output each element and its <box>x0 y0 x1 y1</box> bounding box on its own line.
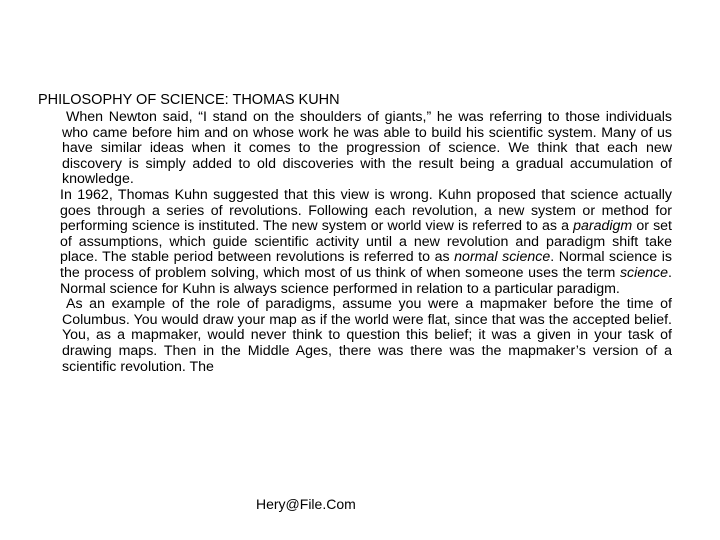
paragraph-newton <box>62 110 672 188</box>
paragraph-text: When Newton said, “I stand on the shoulders of giants,” he was referring to those individuals who came before him and on whose work he was able to build his scientific system. Many of us have similar ideas when it comes to the progression of science. We think that each new discovery is simply added to old discoveries with the result being a gradual accumulation of knowledge. <box>62 109 672 188</box>
paragraph-text: In 1962, Thomas Kuhn suggested that this view is wrong. Kuhn proposed that science actually goes through a series of revolutions. Following each revolution, a new system or method for performing science is instituted. The new system or world view is referred to as a <box>60 186 672 235</box>
paragraph-mapmaker <box>62 297 672 375</box>
term-normal-science: normal science <box>454 249 551 266</box>
term-paradigm: paradigm <box>573 218 633 235</box>
paragraph-text: or set of assumptions, which guide scientific activity until a new revolution and paradigm shift take place. The stable period between revolutions is referred to as <box>60 218 672 266</box>
paragraph-text: . Normal science is the process of problem solving, which most of us think of when someone uses the term <box>60 249 672 281</box>
paragraph-kuhn <box>60 188 672 297</box>
slide-body <box>62 110 672 375</box>
footer-text: Hery@File.Com <box>256 496 356 512</box>
paragraph-text: . Normal science for Kuhn is always science performed in relation to a particular paradigm. <box>60 264 672 297</box>
slide-title: PHILOSOPHY OF SCIENCE: THOMAS KUHN <box>38 92 340 108</box>
term-science: science <box>619 264 669 281</box>
paragraph-text: As an example of the role of paradigms, assume you were a mapmaker before the time of Columbus. You would draw your map as if the world were flat, since that was the accepted belief. You, as a mapmaker, would never think to question this belief; it was a given in your task of drawing maps. Then in the Middle Ages, there was there was the mapmaker’s version of a scientific revolution. The <box>62 296 672 375</box>
